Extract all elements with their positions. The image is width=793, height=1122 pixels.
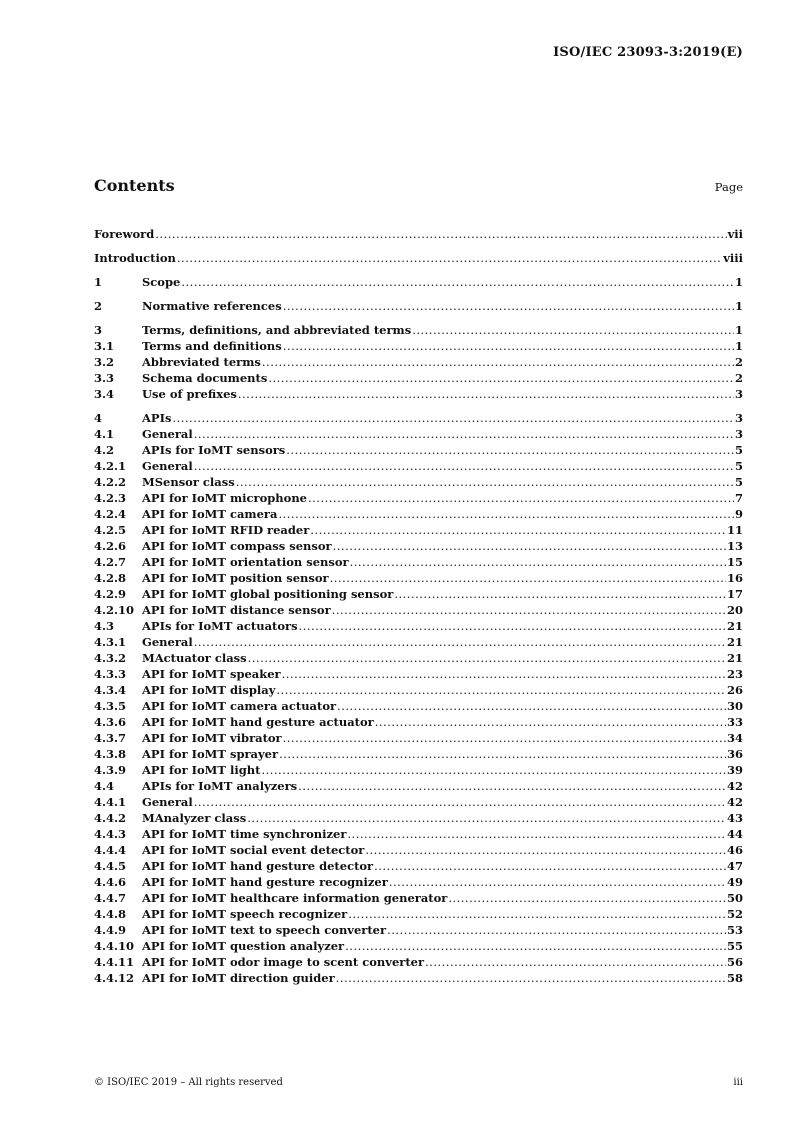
toc-entry-page: 15 (726, 555, 743, 569)
toc-entry-page: 53 (726, 923, 743, 937)
toc-entry-title[interactable]: APIs for IoMT sensors (142, 443, 286, 457)
toc-entry-page: 58 (726, 971, 743, 985)
toc-entry-number: 4.3.3 (94, 667, 127, 681)
toc-entry[interactable] (94, 618, 743, 634)
toc-entry-number: 4.2.2 (94, 475, 127, 489)
toc-entry-number: 4.3.1 (94, 635, 127, 649)
toc-entry-number: 4.2.10 (94, 603, 135, 617)
toc-entry[interactable] (94, 442, 743, 458)
dot-leader (276, 682, 726, 698)
toc-entry-number: 3.2 (94, 355, 115, 369)
dot-leader (268, 370, 734, 386)
toc-entry[interactable] (94, 714, 743, 730)
toc-entry[interactable] (94, 746, 743, 762)
toc-entry-title[interactable]: Use of prefixes (142, 387, 237, 401)
toc-entry-page: 43 (726, 811, 743, 825)
toc-entry[interactable] (94, 634, 743, 650)
toc-entry[interactable] (94, 506, 743, 522)
dot-leader (345, 938, 726, 954)
document-id: ISO/IEC 23093-3:2019(E) (553, 45, 743, 60)
toc-entry-title[interactable]: APIs for IoMT analyzers (142, 779, 298, 793)
toc-entry-page: 34 (726, 731, 743, 745)
toc-entry[interactable] (94, 682, 743, 698)
toc-entry-page: 42 (726, 779, 743, 793)
toc-entry[interactable] (94, 474, 743, 490)
toc-entry[interactable] (94, 810, 743, 826)
toc-entry[interactable] (94, 874, 743, 890)
dot-leader (238, 386, 734, 402)
toc-entry[interactable] (94, 730, 743, 746)
toc-heading: Contents (94, 176, 175, 195)
toc-entry[interactable] (94, 906, 743, 922)
toc-entry-number: 4.2.4 (94, 507, 127, 521)
toc-entry[interactable] (94, 650, 743, 666)
toc-entry[interactable] (94, 298, 743, 314)
dot-leader (336, 970, 726, 986)
toc-entry[interactable] (94, 794, 743, 810)
toc-entry-number: 4.2.3 (94, 491, 127, 505)
toc-entry[interactable] (94, 522, 743, 538)
toc-entry-number: 4.3.2 (94, 651, 127, 665)
toc-entry[interactable] (94, 858, 743, 874)
toc-entry-title[interactable]: API for IoMT social event detector (142, 843, 365, 857)
toc-entry-title[interactable]: MSensor class (142, 475, 235, 489)
toc-entry-page: 36 (726, 747, 743, 761)
toc-entry-page: 47 (726, 859, 743, 873)
toc-entry[interactable] (94, 274, 743, 290)
toc-entry-page: 21 (726, 619, 743, 633)
copyright-notice: © ISO/IEC 2019 – All rights reserved (94, 1077, 283, 1088)
toc-entry-page: 1 (734, 323, 743, 337)
toc-entry-number: 4.2.6 (94, 539, 127, 553)
dot-leader (387, 922, 726, 938)
dot-leader (247, 810, 726, 826)
toc-entry[interactable] (94, 890, 743, 906)
toc-entry-title[interactable]: API for IoMT RFID reader (142, 523, 310, 537)
toc-entry-title[interactable]: API for IoMT hand gesture actuator (142, 715, 374, 729)
toc-entry-number: 4.4.3 (94, 827, 127, 841)
toc-entry-page: 1 (734, 339, 743, 353)
toc-entry-title[interactable]: MAnalyzer class (142, 811, 247, 825)
toc-entry-number: 4.4.10 (94, 939, 135, 953)
toc-entry-page: viii (723, 251, 743, 265)
toc-entry[interactable] (94, 322, 743, 338)
toc-entry-number: 4.4.1 (94, 795, 127, 809)
toc-entry-title[interactable]: API for IoMT hand gesture recognizer (142, 875, 388, 889)
toc-entry-title[interactable]: APIs for IoMT actuators (142, 619, 298, 633)
toc-entry-title[interactable]: API for IoMT healthcare information generator (142, 891, 448, 905)
toc-entry-number: 1 (94, 275, 103, 289)
toc-entry-title[interactable]: API for IoMT speaker (142, 667, 281, 681)
toc-entry-page: 49 (726, 875, 743, 889)
toc-entry-page: 56 (726, 955, 743, 969)
page-number: iii (733, 1077, 743, 1088)
toc-entry-number: 4.4.11 (94, 955, 135, 969)
toc-entry-page: 2 (734, 355, 743, 369)
toc-entry-page: 1 (734, 299, 743, 313)
toc-entry-page: 5 (734, 443, 743, 457)
toc-entry-number: 4.4.5 (94, 859, 127, 873)
toc-entry[interactable] (94, 410, 743, 426)
toc-entry-title[interactable]: API for IoMT vibrator (142, 731, 282, 745)
toc-entry[interactable] (94, 426, 743, 442)
toc-entry-title[interactable]: General (142, 795, 193, 809)
toc-entry-number: 4.4.12 (94, 971, 135, 985)
toc-entry-number: 4.2 (94, 443, 115, 457)
toc-entry-title[interactable]: API for IoMT text to speech converter (142, 923, 387, 937)
dot-leader (194, 458, 734, 474)
toc-entry-title[interactable]: API for IoMT speech recognizer (142, 907, 348, 921)
dot-leader (337, 698, 726, 714)
dot-leader (283, 338, 734, 354)
toc-entry-page: 21 (726, 635, 743, 649)
toc-entry-title[interactable]: API for IoMT odor image to scent converter (142, 955, 425, 969)
toc-entry-number: 4.4.4 (94, 843, 127, 857)
dot-leader (394, 586, 726, 602)
toc-entry-page: 11 (726, 523, 743, 537)
dot-leader (177, 250, 722, 266)
dot-leader (310, 522, 726, 538)
dot-leader (412, 322, 734, 338)
toc-entry-number: 4.3 (94, 619, 115, 633)
dot-leader (333, 538, 726, 554)
toc-entry-title[interactable]: API for IoMT question analyzer (142, 939, 345, 953)
toc-entry[interactable] (94, 370, 743, 386)
toc-entry-title[interactable]: General (142, 635, 193, 649)
toc-entry-title[interactable]: Abbreviated terms (142, 355, 261, 369)
toc-entry-page: 7 (734, 491, 743, 505)
toc-entry-title[interactable]: MActuator class (142, 651, 247, 665)
dot-leader (299, 618, 726, 634)
toc-entry-number: 3.3 (94, 371, 115, 385)
dot-leader (375, 714, 726, 730)
dot-leader (332, 602, 726, 618)
toc-entry-title[interactable]: API for IoMT camera (142, 507, 278, 521)
toc-entry-page: 30 (726, 699, 743, 713)
dot-leader (236, 474, 734, 490)
toc-entry-number: 4.4.8 (94, 907, 127, 921)
toc-entry-number: 4.4 (94, 779, 115, 793)
dot-leader (194, 794, 726, 810)
toc-entry-page: 33 (726, 715, 743, 729)
toc-entry-page: 55 (726, 939, 743, 953)
toc-entry-title[interactable]: API for IoMT hand gesture detector (142, 859, 374, 873)
toc-entry-title[interactable]: API for IoMT global positioning sensor (142, 587, 394, 601)
dot-leader (298, 778, 726, 794)
dot-leader (350, 554, 726, 570)
toc-entry-number: 4.4.2 (94, 811, 127, 825)
toc-entry-page: 23 (726, 667, 743, 681)
toc-entry[interactable] (94, 826, 743, 842)
toc-entry[interactable] (94, 250, 743, 266)
toc-entry-number: 4.2.8 (94, 571, 127, 585)
toc-entry-number: 3.4 (94, 387, 115, 401)
toc-entry-number: 4.2.5 (94, 523, 127, 537)
toc-entry-page: 5 (734, 459, 743, 473)
toc-entry-page: 44 (726, 827, 743, 841)
toc-entry-title[interactable]: Scope (142, 275, 181, 289)
toc-entry-page: vii (727, 227, 743, 241)
toc-entry[interactable] (94, 458, 743, 474)
toc-entry-title[interactable]: API for IoMT sprayer (142, 747, 279, 761)
toc-entry-page: 46 (726, 843, 743, 857)
toc-entry-page: 20 (726, 603, 743, 617)
toc-entry-title[interactable]: API for IoMT camera actuator (142, 699, 337, 713)
toc-entry-number: 3 (94, 323, 103, 337)
toc-entry[interactable] (94, 842, 743, 858)
toc-entry-page: 26 (726, 683, 743, 697)
dot-leader (283, 298, 734, 314)
toc-entry-title[interactable]: API for IoMT display (142, 683, 276, 697)
toc-entry-title[interactable]: Normative references (142, 299, 282, 313)
toc-entry-number: 4.4.6 (94, 875, 127, 889)
toc-entry-title[interactable]: Introduction (94, 251, 176, 265)
toc-entry-number: 4.3.8 (94, 747, 127, 761)
toc-entry-number: 4.1 (94, 427, 115, 441)
toc-entry-number: 4.2.1 (94, 459, 127, 473)
toc-entry-page: 17 (726, 587, 743, 601)
toc-entry[interactable] (94, 922, 743, 938)
toc-entry-title[interactable]: Schema documents (142, 371, 268, 385)
toc-entry-title[interactable]: General (142, 459, 193, 473)
toc-entry[interactable] (94, 762, 743, 778)
dot-leader (181, 274, 734, 290)
toc-entry[interactable] (94, 226, 743, 242)
dot-leader (248, 650, 726, 666)
toc-entry-number: 4.4.9 (94, 923, 127, 937)
toc-entry-title[interactable]: APIs (142, 411, 172, 425)
toc-entry-page: 1 (734, 275, 743, 289)
toc-entry-page: 3 (734, 427, 743, 441)
dot-leader (389, 874, 726, 890)
dot-leader (374, 858, 726, 874)
toc-entry-page: 21 (726, 651, 743, 665)
toc-entry-number: 4.2.7 (94, 555, 127, 569)
toc-entry-number: 4.3.9 (94, 763, 127, 777)
toc-entry[interactable] (94, 938, 743, 954)
toc-entry[interactable] (94, 602, 743, 618)
toc-entry[interactable] (94, 954, 743, 970)
dot-leader (278, 506, 734, 522)
toc-entry[interactable] (94, 554, 743, 570)
dot-leader (172, 410, 734, 426)
toc-entry-title[interactable]: API for IoMT direction guider (142, 971, 335, 985)
toc-entry[interactable] (94, 778, 743, 794)
toc-entry-title[interactable]: API for IoMT orientation sensor (142, 555, 349, 569)
toc-entry-page: 39 (726, 763, 743, 777)
dot-leader (425, 954, 726, 970)
dot-leader (448, 890, 726, 906)
toc-entry-page: 9 (734, 507, 743, 521)
page-column-label: Page (714, 180, 743, 194)
dot-leader (286, 442, 734, 458)
toc-entry-number: 4.3.6 (94, 715, 127, 729)
toc-entry-number: 4.3.7 (94, 731, 127, 745)
toc-entry[interactable] (94, 970, 743, 986)
toc-entry-title[interactable]: API for IoMT time synchronizer (142, 827, 347, 841)
toc-entry[interactable] (94, 386, 743, 402)
dot-leader (330, 570, 726, 586)
dot-leader (261, 762, 726, 778)
toc-entry-title[interactable]: API for IoMT compass sensor (142, 539, 332, 553)
toc-entry-number: 4.3.5 (94, 699, 127, 713)
toc-entry[interactable] (94, 666, 743, 682)
toc-entry-number: 4.4.7 (94, 891, 127, 905)
dot-leader (194, 634, 726, 650)
dot-leader (282, 666, 726, 682)
dot-leader (308, 490, 734, 506)
toc-entry-page: 3 (734, 411, 743, 425)
toc-entry-title[interactable]: API for IoMT distance sensor (142, 603, 331, 617)
toc-entry[interactable] (94, 338, 743, 354)
toc-entry[interactable] (94, 570, 743, 586)
dot-leader (194, 426, 734, 442)
toc-entry-title[interactable]: API for IoMT position sensor (142, 571, 329, 585)
dot-leader (155, 226, 726, 242)
table-of-contents (94, 226, 743, 986)
toc-entry[interactable] (94, 698, 743, 714)
toc-entry-page: 50 (726, 891, 743, 905)
toc-entry-number: 3.1 (94, 339, 115, 353)
toc-entry[interactable] (94, 538, 743, 554)
toc-entry-page: 13 (726, 539, 743, 553)
toc-entry[interactable] (94, 586, 743, 602)
toc-entry-title[interactable]: Terms and definitions (142, 339, 282, 353)
toc-entry-page: 16 (726, 571, 743, 585)
toc-entry-number: 2 (94, 299, 103, 313)
toc-entry-page: 2 (734, 371, 743, 385)
toc-entry-title[interactable]: API for IoMT microphone (142, 491, 307, 505)
toc-entry-page: 52 (726, 907, 743, 921)
toc-entry-title[interactable]: API for IoMT light (142, 763, 261, 777)
toc-entry[interactable] (94, 354, 743, 370)
dot-leader (279, 746, 726, 762)
dot-leader (365, 842, 726, 858)
dot-leader (283, 730, 726, 746)
toc-entry-title[interactable]: Terms, definitions, and abbreviated terms (142, 323, 412, 337)
toc-entry-page: 5 (734, 475, 743, 489)
toc-entry-page: 3 (734, 387, 743, 401)
dot-leader (262, 354, 734, 370)
dot-leader (348, 906, 726, 922)
toc-entry-title[interactable]: Foreword (94, 227, 155, 241)
toc-entry-page: 42 (726, 795, 743, 809)
toc-entry[interactable] (94, 490, 743, 506)
dot-leader (347, 826, 726, 842)
toc-entry-number: 4 (94, 411, 103, 425)
toc-entry-number: 4.2.9 (94, 587, 127, 601)
toc-entry-title[interactable]: General (142, 427, 193, 441)
toc-entry-number: 4.3.4 (94, 683, 127, 697)
